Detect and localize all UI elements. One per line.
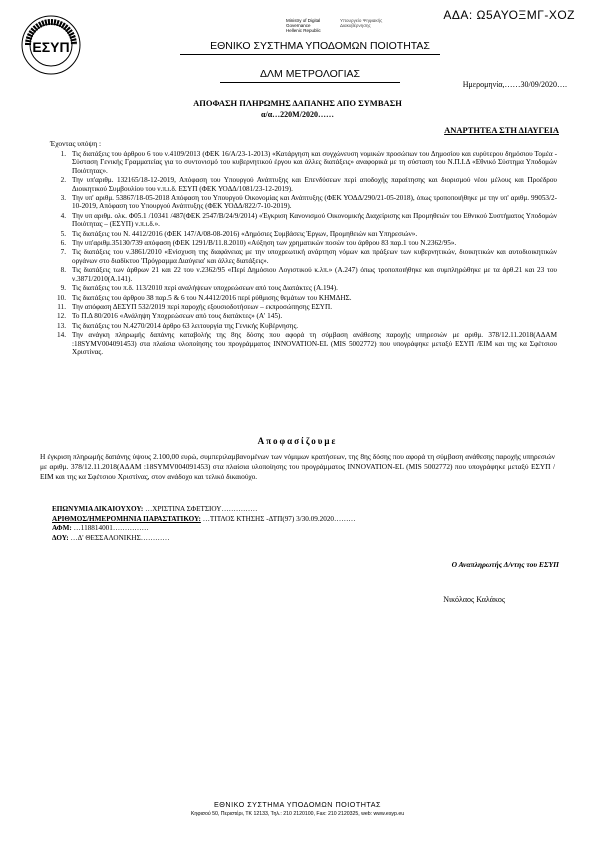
list-item: 6. Την υπ'αριθμ.35130/739 απόφαση (ΦΕΚ 1291/Β/11.8.2010) «Αύξηση των χρηματικών ποσών του άρθρου 83 παρ.1 του Ν.2362/95». (60, 239, 457, 248)
document-title: ΑΠΟΦΑΣΗ ΠΛΗΡΩΜΗΣ ΔΑΠΑΝΗΣ ΑΠΟ ΣΥΜΒΑΣΗ (193, 98, 402, 108)
decision-heading: Αποφασίζουμε (257, 436, 338, 446)
list-item: 10. Τις διατάξεις του άρθρου 38 παρ.5 & 6 του Ν.4412/2016 περί ρύθμισης θεμάτων του ΚΗΜΔΗΣ. (57, 293, 352, 302)
list-item: 13. Τις διατάξεις του Ν.4270/2014 άρθρο 63 λειτουργία της Γενικής Κυβέρνησης. (57, 321, 299, 330)
list-item: 1. Τις διατάξεις του άρθρου 6 του ν.4109/2013 (ΦΕΚ 16/Α/23-1-2013) «Κατάργηση και συγχώνευση νομικών προσώπων του Δημοσίου και ευρύτερου δημόσιου Τομέα - Σύσταση Γενικής Γραμματείας για το συντονισμό του κυβερνητικού έργου και άλλες διατάξεις» αναφορικά με τη σύσταση του Ν.Π.Ι.Δ «Εθνικό Σύστημα Υποδομών Ποιότητας». (60, 150, 557, 175)
list-item: 8. Τις διατάξεις των άρθρων 21 και 22 του ν.2362/95 «Περί Δημόσιου Λογιστικού κ.λπ.» (Α.247) όπως τροποποιήθηκε και συμπληρώθηκε με τα άρθ.21 και 23 του ν.3871/2010(Α.141). (60, 266, 557, 283)
list-item: 9. Τις διατάξεις του π.δ. 113/2010 περί αναλήψεων υποχρεώσεων από τους Διατάκτες (Α.194). (60, 284, 338, 293)
signatory-name: Νικόλαος Καλάκος (443, 595, 505, 604)
divider (220, 82, 400, 83)
ministry-en (286, 18, 346, 33)
list-item: 4. Την υπ αριθμ. ολκ. Φ05.1 /10341 /487(ΦΕΚ 2547/Β/24/9/2014) «Έγκριση Κανονισμού Οικονομικής Διαχείρισης και Προμηθειών του Εθνικού Συστήματος Υποδομών Ποιότητας – (ΕΣΥΠ) ν.π.ι.δ.». (60, 211, 557, 229)
esyp-logo (20, 14, 82, 76)
considerations-list (52, 150, 557, 357)
logo-text: ΕΣΥΠ (32, 39, 70, 55)
decision-text: Η έγκριση πληρωμής δαπάνης ύψους 2.100,00 ευρώ, συμπεριλαμβανομένων των νόμιμων κρατήσεων, της 8ης δόσης που αφορά τη σύμβαση ανάθεσης παροχής υπηρεσιών με αριθμ. 378/12.11.2018(ΑΔΑΜ :18SYMV004091453) στα πλαίσια υλοποίησης του προγράμματος INNOVATION-EL (MIS 5002772) που υπογράφηκε μεταξύ ΕΣΥΠ /ΕΙΜ και της κα Σφέτσιου Χριστίνας, στον ανάδοχο και τελικό δικαιούχο. (40, 452, 555, 481)
ministry-en-line: Hellenic Republic (286, 28, 321, 33)
signatory-title: Ο Αναπληρωτής Δ/ντης του ΕΣΥΠ (451, 560, 559, 569)
beneficiary-block (52, 505, 452, 543)
document-date: Ημερομηνία,……30/09/2020…. (462, 80, 567, 89)
list-item: 5. Τις διατάξεις του Ν. 4412/2016 (ΦΕΚ 147/Α/08-08-2016) «Δημόσιες Συμβάσεις Έργων, Προμηθειών και Υπηρεσιών». (60, 229, 418, 238)
divider (180, 54, 440, 55)
list-item: 7. Τις διατάξεις του ν.3861/2010 «Ενίσχυση της διαφάνειας με την υποχρεωτική ανάρτηση νόμων και πράξεων των κυβερνητικών, διοικητικών και αυτοδιοικητικών οργάνων στο διαδίκτυο 'Πρόγραμμα Διαύγεια' και άλλες διατάξεις». (60, 248, 557, 265)
beneficiary-doc-row: ΑΡΙΘΜΟΣ/ΗΜΕΡΟΜΗΝΙΑ ΠΑΡΑΣΤΑΤΙΚΟΥ: …ΤΙΤΛΟΣ ΚΤΗΣΗΣ -ΔΤΠ(97) 3/30.09.2020……… (52, 514, 356, 523)
list-item: 2. Την υπ'αριθμ. 132165/18-12-2019, Απόφαση του Υπουργού Ανάπτυξης και Επενδύσεων περί αποδοχής παραίτησης και διορισμού νέου μέλους και Προέδρου Διοικητικού Συμβουλίου του ν.π.ι.δ. ΕΣΥΠ (ΦΕΚ ΥΟΔΔ/1081/23-12-2019). (60, 176, 557, 193)
ministry-gr-line: Υπουργείο Ψηφιακής (340, 18, 383, 23)
beneficiary-afm-row: ΑΦΜ: …118814001…………… (52, 524, 149, 533)
footer-address: Κηφισού 50, Περιστέρι, ΤΚ 12133, Τηλ.: 210 2120100, Fax: 210 2120325, web: www.esyp.eu (190, 811, 405, 817)
ministry-en-line: Ministry of Digital (286, 18, 321, 23)
ministry-gr (340, 18, 400, 28)
ministry-en-line: Governance (286, 23, 311, 28)
considerations-heading: Έχοντας υπόψη : (50, 139, 102, 148)
posting-notice: ΑΝΑΡΤΗΤΕΑ ΣΤΗ ΔΙΑΥΓΕΙΑ (444, 125, 559, 135)
ada-code: ΑΔΑ: Ω5ΑΥΟΞΜΓ-ΧΟΖ (443, 8, 575, 22)
footer-org-name: ΕΘΝΙΚΟ ΣΥΣΤΗΜΑ ΥΠΟΔΟΜΩΝ ΠΟΙΟΤΗΤΑΣ (214, 800, 381, 809)
ministry-gr-line: Διακυβέρνησης (340, 23, 371, 28)
list-item: 14. Την ανάγκη πληρωμής δαπάνης καταβολής της 8ης δόσης που αφορά τη σύμβαση ανάθεσης παροχής υπηρεσιών με αριθμ. 378/12.11.2018(ΑΔΑΜ :18SYMV004091453) στα πλαίσια υλοποίησης του προγράμματος INNOVATION-EL (MIS 5002772) που υπογράφηκε μεταξύ ΕΣΥΠ /ΕΙΜ και της κα Σφέτσιου Χριστίνας. (57, 331, 557, 356)
beneficiary-name-row: ΕΠΩΝΥΜΙΑ ΔΙΚΑΙΟΥΧΟΥ: …ΧΡΙΣΤΙΝΑ ΣΦΕΤΣΙΟΥ…………… (52, 505, 258, 513)
list-item: 12. Το Π.Δ 80/2016 «Ανάληψη Υποχρεώσεων από τους διατάκτες» (Α' 145). (57, 312, 283, 321)
list-item: 3. Την υπ' αριθμ. 53867/18-05-2018 Απόφαση του Υπουργού Οικονομίας και Ανάπτυξης (ΦΕΚ ΥΟΔΔ/290/21-05-2018), όπως τροποποιήθηκε με την υπ' αριθμ. 99053/2-10-2019, Απόφαση του Υπουργού Ανάπτυξης (ΦΕΚ ΥΟΔΔ/822/7-10-2019). (60, 194, 557, 211)
reference-number: α/α…220Μ/2020…… (261, 110, 334, 119)
beneficiary-doy-row: ΔΟΥ: …Δ' ΘΕΣΣΑΛΟΝΙΚΗΣ………… (52, 533, 170, 542)
department-name: ΔΛΜ ΜΕΤΡΟΛΟΓΙΑΣ (260, 68, 360, 80)
org-name: ΕΘΝΙΚΟ ΣΥΣΤΗΜΑ ΥΠΟΔΟΜΩΝ ΠΟΙΟΤΗΤΑΣ (210, 40, 430, 52)
list-item: 11. Την απόφαση ΔΕΣΥΠ 532/2019 περί παροχής εξουσιοδοτήσεων – εκπροσώπησης ΕΣΥΠ. (57, 302, 332, 311)
